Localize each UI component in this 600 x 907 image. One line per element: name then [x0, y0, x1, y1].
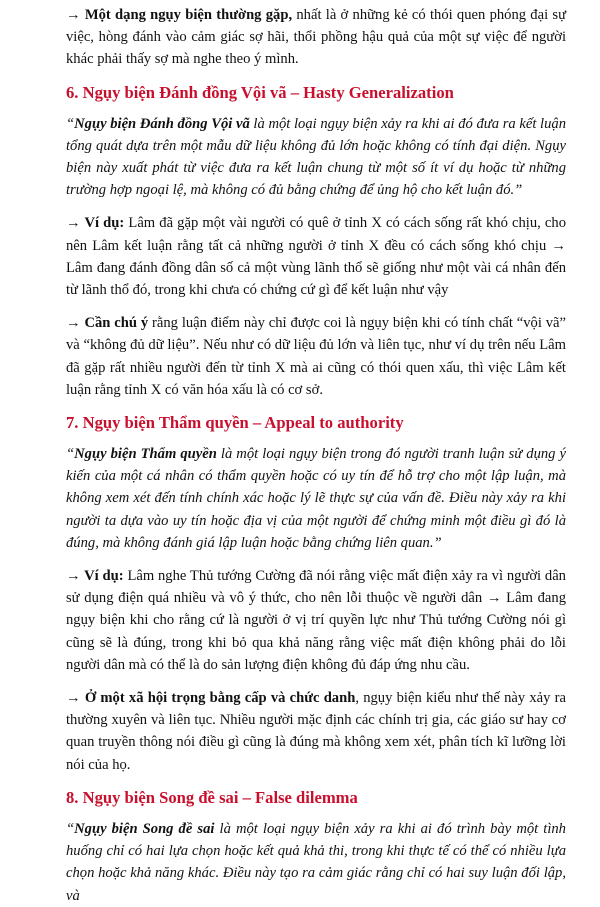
- intro-paragraph: [66, 4, 566, 71]
- section-8-term: Ngụy biện Song đề sai: [74, 820, 215, 837]
- section-7-example-text: Lâm nghe Thủ tướng Cường đã nói rằng việc mất điện xảy ra vì người dân sử dụng điện quá nhiều và vô ý thức, cho nên lỗi thuộc về người dân → Lâm đang ngụy biện khi cho rằng cứ là người ở vị trí quyền lực như Thủ tướng Cường nói gì cũng sẽ là đúng, trong khi bỏ qua khả năng rằng việc mất điện không phải do lỗi người dân mà có thể là do sản lượng điện không đủ đáp ứng nhu cầu.: [66, 568, 566, 673]
- quote-mark: “: [66, 446, 75, 463]
- section-8-heading: 8. Ngụy biện Song đề sai – False dilemma: [66, 787, 358, 807]
- intro-lead: → Một dạng ngụy biện thường gặp,: [66, 7, 293, 23]
- quote-mark: “: [66, 820, 75, 837]
- section-7-heading: 7. Ngụy biện Thẩm quyền – Appeal to authority: [66, 413, 404, 433]
- section-6-note: [66, 312, 566, 401]
- section-6-note-text: rằng luận điểm này chỉ được coi là ngụy biện khi có tính chất “vội vã” và “không đủ dữ liệu”. Nếu như có dữ liệu đủ lớn và liên tục, như ví dụ trên nếu Lâm đã gặp rất nhiều người đến từ tỉnh X mà ai cũng có thói quen xấu, thì việc Lâm kết luận rằng tỉnh X có văn hóa xấu là có cơ sở.: [66, 315, 567, 398]
- section-6-example-label: → Ví dụ:: [66, 215, 125, 232]
- section-7-example-label: → Ví dụ:: [66, 568, 124, 585]
- section-6-definition-text: là một loại ngụy biện xảy ra khi ai đó đưa ra kết luận tổng quát dựa trên một mẫu dữ liệu không đủ lớn hoặc không có tính đại diện. Ngụy biện này xuất phát từ việc đưa ra kết luận chung từ một số ít ví dụ hoặc từ những trường hợp ngoại lệ, mà không có đủ bằng chứng để ủng hộ cho kết luận đó.”: [66, 115, 566, 199]
- section-6-example: [66, 212, 566, 301]
- quote-mark: “: [66, 115, 75, 132]
- section-6-heading: 6. Ngụy biện Đánh đồng Vội vã – Hasty Generalization: [66, 82, 454, 102]
- section-7-society-label: → Ở một xã hội trọng bằng cấp và chức danh: [66, 690, 356, 707]
- section-7-definition: [66, 443, 566, 554]
- intro-text: nhất là ở những kẻ có thói quen phóng đại sự việc, hòng đánh vào cảm giác sợ hãi, thổi phồng hậu quả của một sự việc để người khác phải thấy sợ mà nghe theo ý mình.: [66, 7, 566, 68]
- section-7-definition-text: là một loại ngụy biện trong đó người tranh luận sử dụng ý kiến của một cá nhân có thẩm quyền hoặc có uy tín để hỗ trợ cho một lập luận, mà không xem xét đến tính chính xác hoặc lý lẽ thực sự của vấn đề. Điều này xảy ra khi người ta dựa vào uy tín hoặc địa vị của một người để chứng minh một điều gì đó là đúng, mà không đánh giá lập luận hoặc bằng chứng liên quan.”: [66, 446, 566, 551]
- section-8-definition-text: là một loại ngụy biện xảy ra khi ai đó trình bày một tình huống chỉ có hai lựa chọn hoặc kết quả khả thi, trong khi thực tế có thể có nhiều lựa chọn hoặc khả năng khác. Điều này tạo ra cảm giác rằng chỉ có hai suy luận đối lập, và: [66, 820, 566, 904]
- section-6-note-label: → Cần chú ý: [66, 315, 149, 332]
- section-7-example: [66, 565, 566, 676]
- section-6-example-text: Lâm đã gặp một vài người có quê ở tỉnh X có cách sống rất khó chịu, cho nên Lâm kết luận rằng tất cả những người ở tỉnh X đều có cách sống khó chịu → Lâm đang đánh đồng dân số cả một vùng lãnh thổ sẽ giống như một vài cá nhân đến từ lãnh thổ đó, trong khi chưa có chứng cứ gì để kết luận như vậy: [66, 215, 566, 299]
- section-6-term: Ngụy biện Đánh đồng Vội vã: [74, 115, 250, 132]
- section-6-definition: [66, 113, 566, 202]
- section-7-society-text: , ngụy biện kiểu như thế này xảy ra thường xuyên và liên tục. Nhiều người mặc định các chính trị gia, các giáo sư hay cơ quan truyền thông nói điều gì cũng là đúng mà không xem xét, phân tích kĩ lưỡng lời nói của họ.: [66, 690, 566, 773]
- section-7-term: Ngụy biện Thẩm quyền: [74, 446, 217, 463]
- section-8-definition: [66, 818, 566, 907]
- section-7-society: [66, 687, 566, 776]
